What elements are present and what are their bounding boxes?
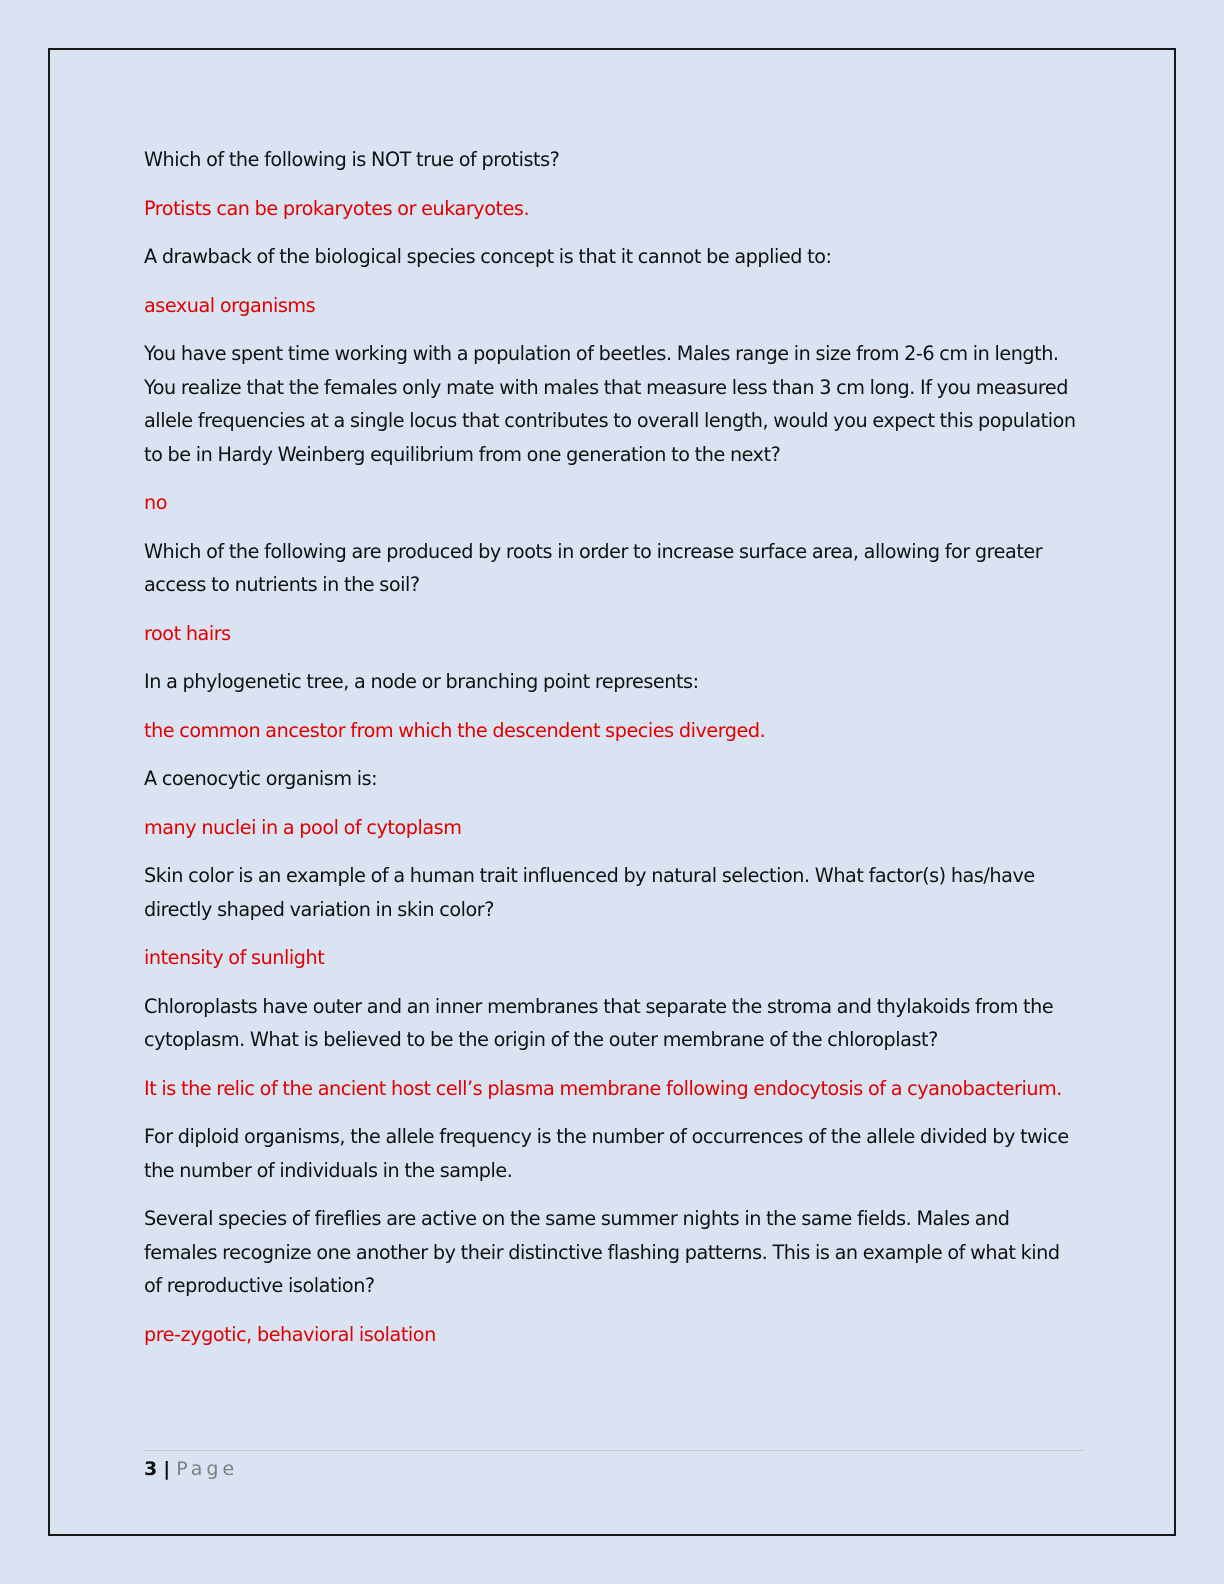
answer-coenocytic: many nuclei in a pool of cytoplasm [144, 815, 462, 839]
document-body [144, 143, 1080, 1366]
question-phylogenetic-node: In a phylogenetic tree, a node or branching point represents: [144, 670, 699, 693]
page-number: 3 [144, 1458, 158, 1480]
answer-protists: Protists can be prokaryotes or eukaryotes. [144, 196, 530, 220]
question-species-concept: A drawback of the biological species concept is that it cannot be applied to: [144, 245, 832, 268]
answer-skin-color: intensity of sunlight [144, 946, 325, 969]
page-footer [144, 1450, 1084, 1483]
answer-roots: root hairs [144, 621, 231, 645]
answer-beetles: no [144, 491, 168, 514]
question-beetles: You have spent time working with a population of beetles. Males range in size from 2-6 cm in length. You realize that the females only mate with males that measure less than 3 cm long. If you measured allele frequencies at a single locus that contributes to overall length, would you expect this population to be in Hardy Weinberg equilibrium from one generation to the next? [144, 342, 1076, 466]
question-roots: Which of the following are produced by roots in order to increase surface area, allowing for greater access to nutrients in the soil? [144, 539, 1043, 596]
question-skin-color: Skin color is an example of a human trait influenced by natural selection. What factor(s) has/have directly shaped variation in skin color? [144, 864, 1035, 921]
question-fireflies: Several species of fireflies are active on the same summer nights in the same fields. Males and females recognize one another by their distinctive flashing patterns. This is an example of what kind of reproductive isolation? [144, 1207, 1060, 1297]
footer-separator: | [163, 1458, 171, 1480]
answer-chloroplasts: It is the relic of the ancient host cell’s plasma membrane following endocytosis of a cyanobacterium. [144, 1076, 1062, 1100]
statement-allele-frequency: For diploid organisms, the allele frequency is the number of occurrences of the allele divided by twice the number of individuals in the sample. [144, 1125, 1069, 1182]
page-label: Page [176, 1458, 239, 1480]
answer-fireflies: pre-zygotic, behavioral isolation [144, 1322, 436, 1346]
question-coenocytic: A coenocytic organism is: [144, 767, 378, 790]
answer-phylogenetic-node: the common ancestor from which the descendent species diverged. [144, 718, 766, 742]
question-protists: Which of the following is NOT true of protists? [144, 148, 560, 171]
question-chloroplasts: Chloroplasts have outer and an inner membranes that separate the stroma and thylakoids from the cytoplasm. What is believed to be the origin of the outer membrane of the chloroplast? [144, 994, 1054, 1051]
answer-species-concept: asexual organisms [144, 293, 316, 317]
